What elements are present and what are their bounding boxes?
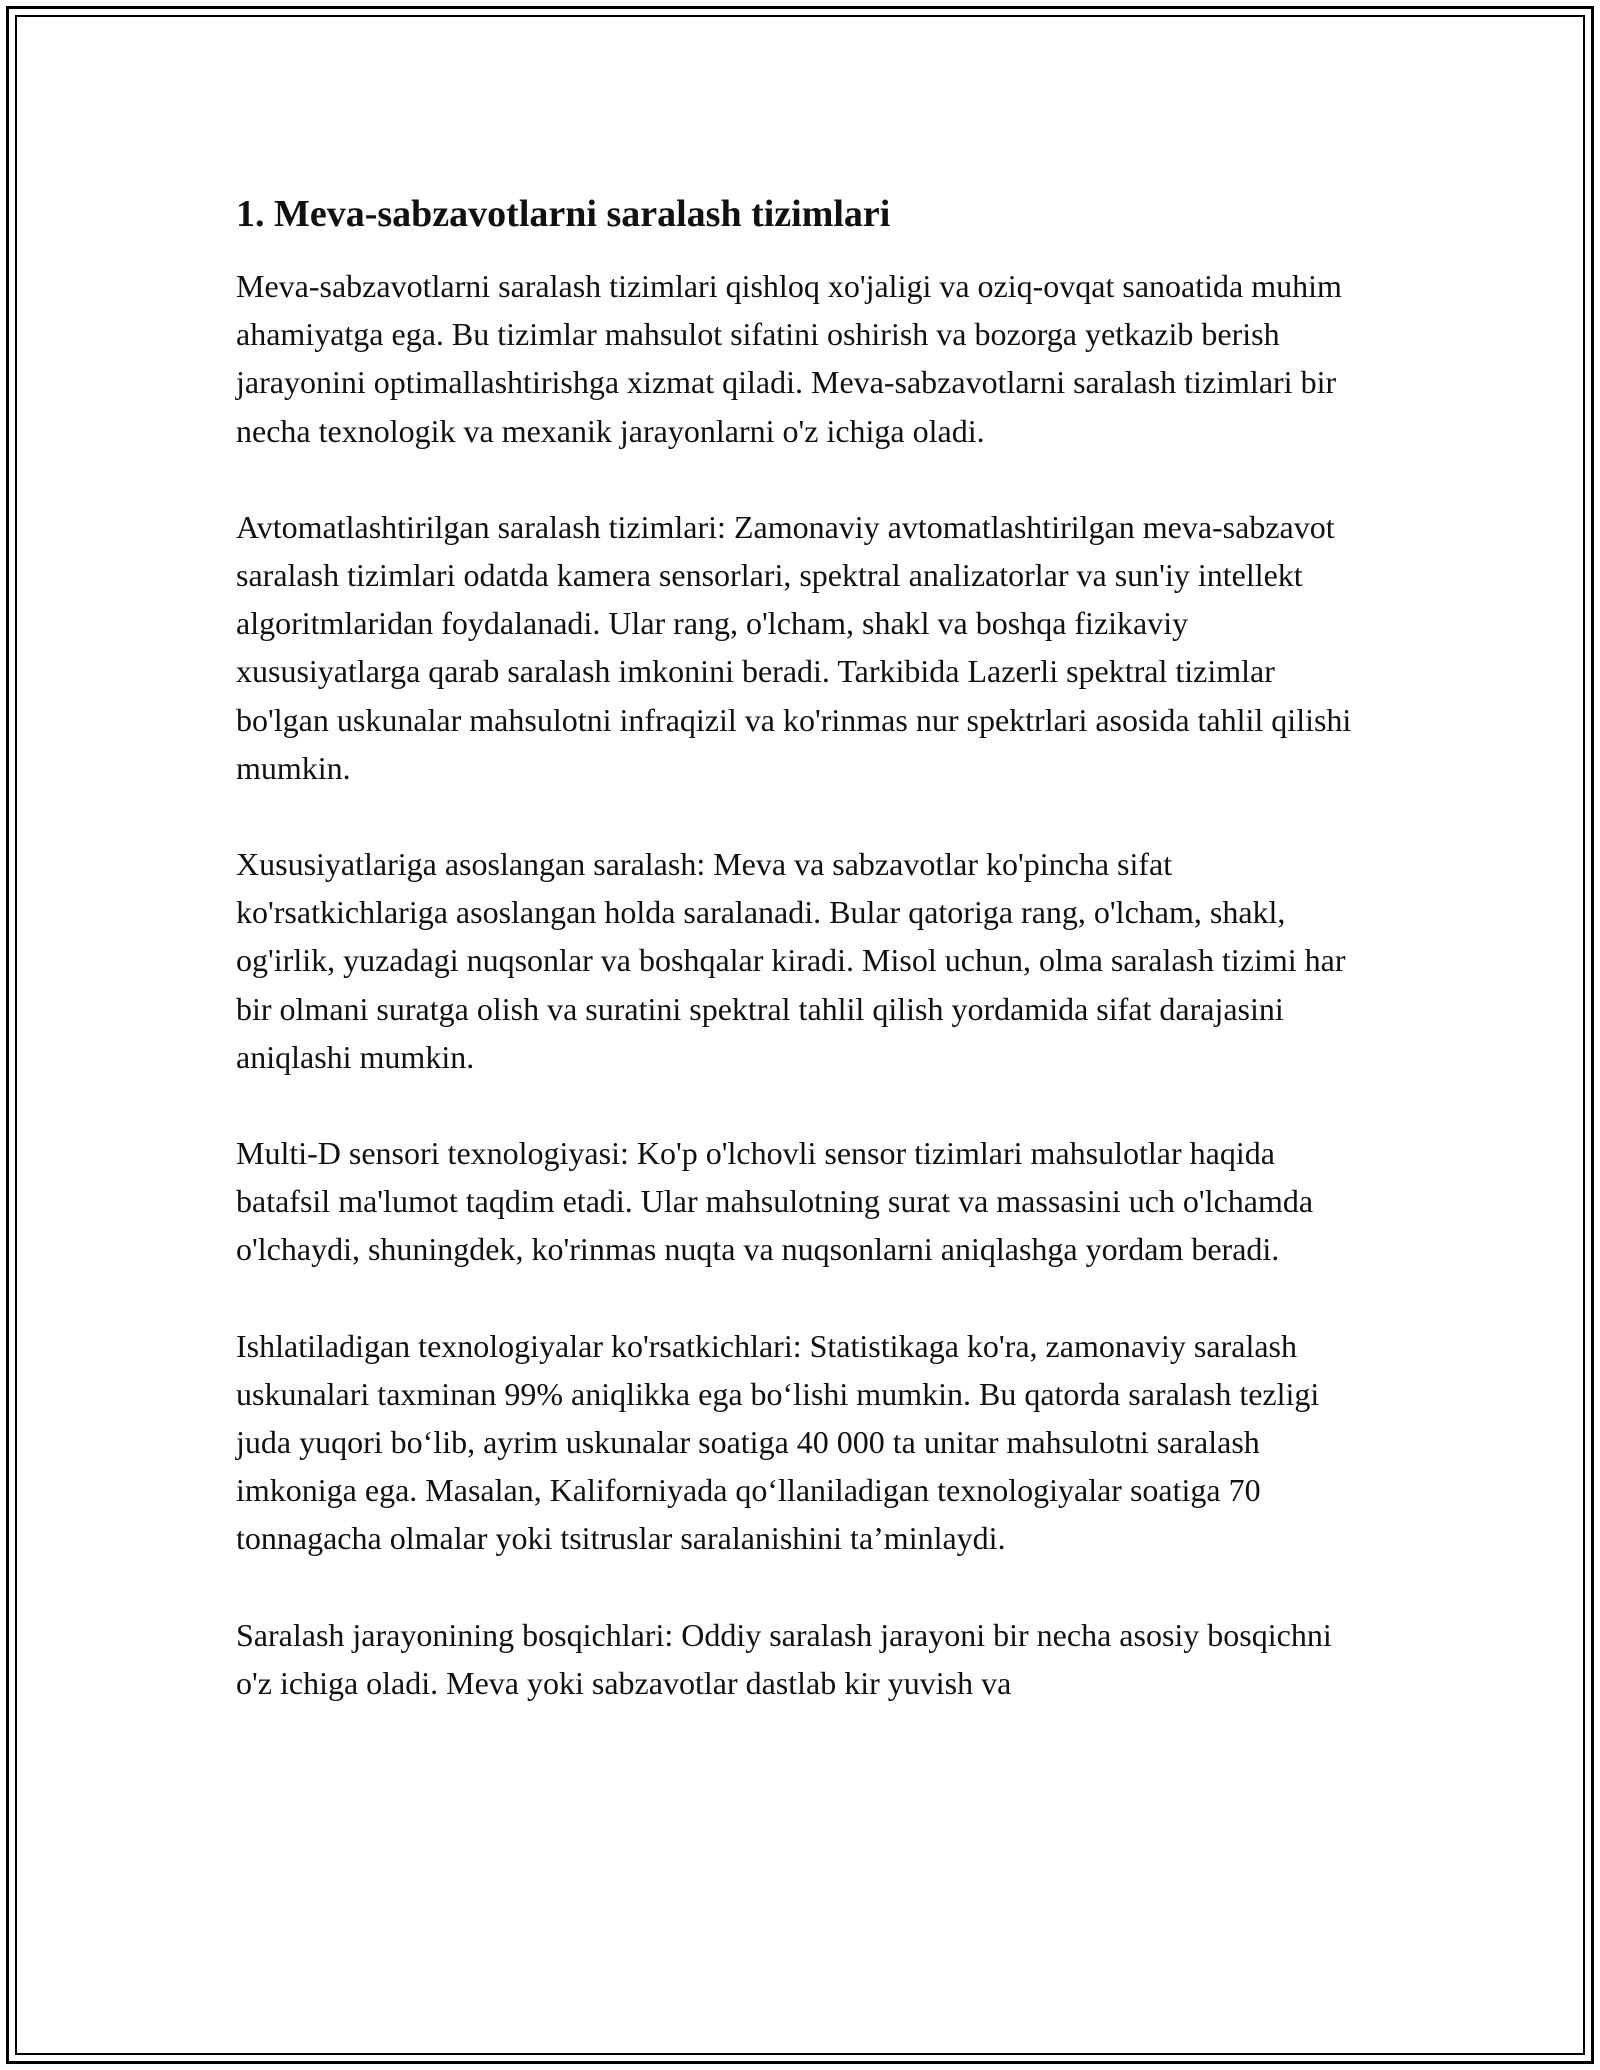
- paragraph-feature-based-sorting: Xususiyatlariga asoslangan saralash: Meva va sabzavotlar ko'pincha sifat ko'rsatkichlariga asoslangan holda saralanadi. Bular qatoriga rang, o'lcham, shakl, og'irlik, yuzadagi nuqsonlar va boshqalar kiradi. Misol uchun, olma saralash tizimi har bir olmani suratga olish va suratini spektral tahlil qilish yordamida sifat darajasini aniqlashi mumkin.: [236, 846, 1346, 1075]
- section-heading: 1. Meva-sabzavotlarni saralash tizimlari: [236, 193, 891, 235]
- paragraph-technology-indicators: Ishlatiladigan texnologiyalar ko'rsatkichlari: Statistikaga ko'ra, zamonaviy saralash uskunalari taxminan 99% aniqlikka ega bo‘lishi mumkin. Bu qatorda saralash tezligi juda yuqori bo‘lib, ayrim uskunalar soatiga 40 000 ta unitar mahsulotni saralash imkoniga ega. Masalan, Kaliforniyada qo‘llaniladigan texnologiyalar soatiga 70 tonnagacha olmalar yoki tsitruslar saralanishini ta’minlaydi.: [236, 1327, 1320, 1557]
- paragraph-intro: Meva-sabzavotlarni saralash tizimlari qishloq xo'jaligi va oziq-ovqat sanoatida muhim ahamiyatga ega. Bu tizimlar mahsulot sifatini oshirish va bozorga yetkazib berish jarayonini optimallashtirishga xizmat qiladi. Meva-sabzavotlarni saralash tizimlari bir necha texnologik va mexanik jarayonlarni o'z ichiga oladi.: [236, 268, 1342, 449]
- paragraph-multi-d-sensor: Multi-D sensori texnologiyasi: Ko'p o'lchovli sensor tizimlari mahsulotlar haqida batafsil ma'lumot taqdim etadi. Ular mahsulotning surat va massasini uch o'lchamda o'lchaydi, shuningdek, ko'rinmas nuqta va nuqsonlarni aniqlashga yordam beradi.: [236, 1135, 1314, 1268]
- paragraph-automated-sorting: Avtomatlashtirilgan saralash tizimlari: Zamonaviy avtomatlashtirilgan meva-sabzavot saralash tizimlari odatda kamera sensorlari, spektral analizatorlar va sun'iy intellekt algoritmlaridan foydalanadi. Ular rang, o'lcham, shakl va boshqa fizikaviy xususiyatlarga qarab saralash imkonini beradi. Tarkibida Lazerli spektral tizimlar bo'lgan uskunalar mahsulotni infraqizil va ko'rinmas nur spektrlari asosida tahlil qilishi mumkin.: [236, 508, 1352, 786]
- document-body: [236, 186, 1366, 1755]
- paragraph-sorting-stages: Saralash jarayonining bosqichlari: Oddiy saralash jarayoni bir necha asosiy bosqichni o'z ichiga oladi. Meva yoki sabzavotlar dastlab kir yuvish va: [236, 1616, 1332, 1701]
